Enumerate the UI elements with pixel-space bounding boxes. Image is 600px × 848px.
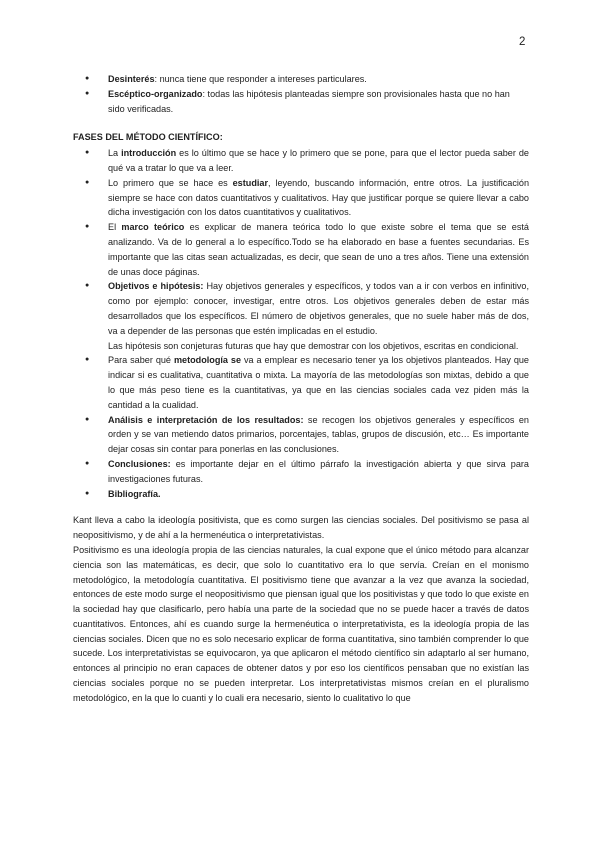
- term-bold: estudiar: [232, 177, 269, 188]
- page-number: 2: [519, 36, 526, 48]
- bullet-text-hipotesis: Las hipótesis son conjeturas futuras que hay que demostrar con los objetivos, escritas en condicional.: [108, 340, 519, 351]
- term-bold: metodología se: [173, 355, 242, 366]
- document-body: [73, 72, 529, 706]
- bullet-esceptico: [73, 87, 529, 117]
- bullet-text: es importante dejar en el último párrafo la investigación abierta y que sirva para investigaciones futuras.: [108, 458, 529, 484]
- bullet-text: El: [108, 222, 122, 233]
- bullet-conclusiones: [73, 457, 529, 487]
- bullet-text: se recogen los objetivos generales y específicos en orden y se van metiendo datos primarios, porcentajes, tablas, grupos de discusión, etc… Es importante dejar cosas sin contar para ponerlas en las conclusiones.: [108, 414, 529, 455]
- term-bold: Objetivos e hipótesis:: [108, 281, 204, 292]
- section-title: FASES DEL MÉTODO CIENTÍFICO:: [73, 132, 223, 143]
- bullet-introduccion: [73, 146, 529, 176]
- bullet-estudiar: [73, 176, 529, 220]
- bullet-text: Para saber qué: [108, 355, 174, 366]
- bullet-objetivos: [73, 279, 529, 353]
- term-bold: Escéptico-organizado: [108, 88, 203, 99]
- bullet-text: La: [108, 148, 122, 159]
- bullet-text: : todas las hipótesis planteadas siempre son provisionales hasta que no han sido verificadas.: [108, 88, 510, 114]
- term-bold: marco teórico: [121, 222, 185, 233]
- term-bold: Conclusiones:: [108, 458, 171, 469]
- bullet-text: : nunca tiene que responder a intereses particulares.: [154, 74, 367, 84]
- term-bold: Desinterés: [108, 74, 155, 84]
- bullet-desinteres: [73, 72, 529, 87]
- term-bold: Bibliografía.: [108, 488, 161, 499]
- bullet-text: , leyendo, buscando información, entre otros. La justificación siempre se hace con datos cuantitativos y cualitativos. Hay que justificar porque se quiere llevar a cabo dicha investigación con los datos cuantitativos y cualitativos.: [108, 177, 529, 218]
- bullet-text: es explicar de manera teórica todo lo que existe sobre el tema que se está analizando. Va de lo general a lo específico.Todo se ha elaborado en base a fuentes secundarias. Es importante que las citas sean actualizadas, es decir, que sean de uno a tres años. Tiene una extensión de unas doce páginas.: [108, 222, 529, 277]
- bullet-text: va a emplear es necesario tener ya los objetivos planteados. Hay que indicar si es cualitativa, cuantitativa o mixta. La mayoría de las metodologías son mixtas, debido a que lo que más peso tiene es la cuantitativas, ya que en las ciencias sociales cada vez piden más la cantidad a la cualidad.: [108, 355, 529, 410]
- bullet-marco-teorico: [73, 220, 529, 279]
- paragraph-kant: Kant lleva a cabo la ideología positivista, que es como surgen las ciencias sociales. Del positivismo se pasa al neopositivismo, y de ahí a la hermenéutica o interpretativistas.: [73, 515, 529, 541]
- paragraph-positivismo: Positivismo es una ideología propia de las ciencias naturales, la cual expone que el único método para alcanzar ciencia son las matemáticas, es decir, que solo lo cuantitativo era lo que servía. Creían en el monismo metodológico, la metodología cuantitativa. El positivismo tiene que avanzar a la vez que avanza la sociedad, entonces de este modo surge el neopositivismo que piensan igual que los positivistas y que todo lo que existe en la sociedad hay que clasificarlo, pero había una parte de la sociedad que no se puede hacer a través de datos cuantitativos. Entonces, ahí es cuando surge la hermenéutica o interpretativista, es la ideología propia de las ciencias sociales. Dicen que no es solo necesario explicar de forma cuantitativa, sino también comprender lo que sucede. Los interpretativistas se equivocaron, ya que aplicaron el método científico sin adaptarlo al ser humano, entonces al principio no eran capaces de obtener datos y por eso los científicos pensaban que no existían las ciencias sociales porque no se pueden interpretar. Los interpretativistas mismos creían en el pluralismo metodológico, en la que lo cuanti y lo cuali era necesario, siento lo cualitativo lo que: [73, 544, 529, 703]
- bullet-text: Hay objetivos generales y específicos, y todos van a ir con verbos en infinitivo, como por ejemplo: conocer, investigar, entre otros. Los objetivos generales deben de estar más desarrollados que los específicos. El número de objetivos generales, que no suele haber más de dos, va a depender de las personas que estén implicadas en el estudio.: [108, 281, 530, 336]
- bullet-text: Lo primero que se hace es: [108, 177, 233, 188]
- term-bold: introducción: [121, 148, 177, 159]
- bullet-analisis: [73, 413, 529, 457]
- bullet-bibliografia: [73, 487, 529, 502]
- bullet-metodologia: [73, 353, 529, 412]
- term-bold: Análisis e interpretación de los resultados:: [108, 414, 304, 425]
- bullet-text: es lo último que se hace y lo primero que se pone, para que el lector pueda saber de qué va a tratar lo que va a leer.: [108, 148, 529, 173]
